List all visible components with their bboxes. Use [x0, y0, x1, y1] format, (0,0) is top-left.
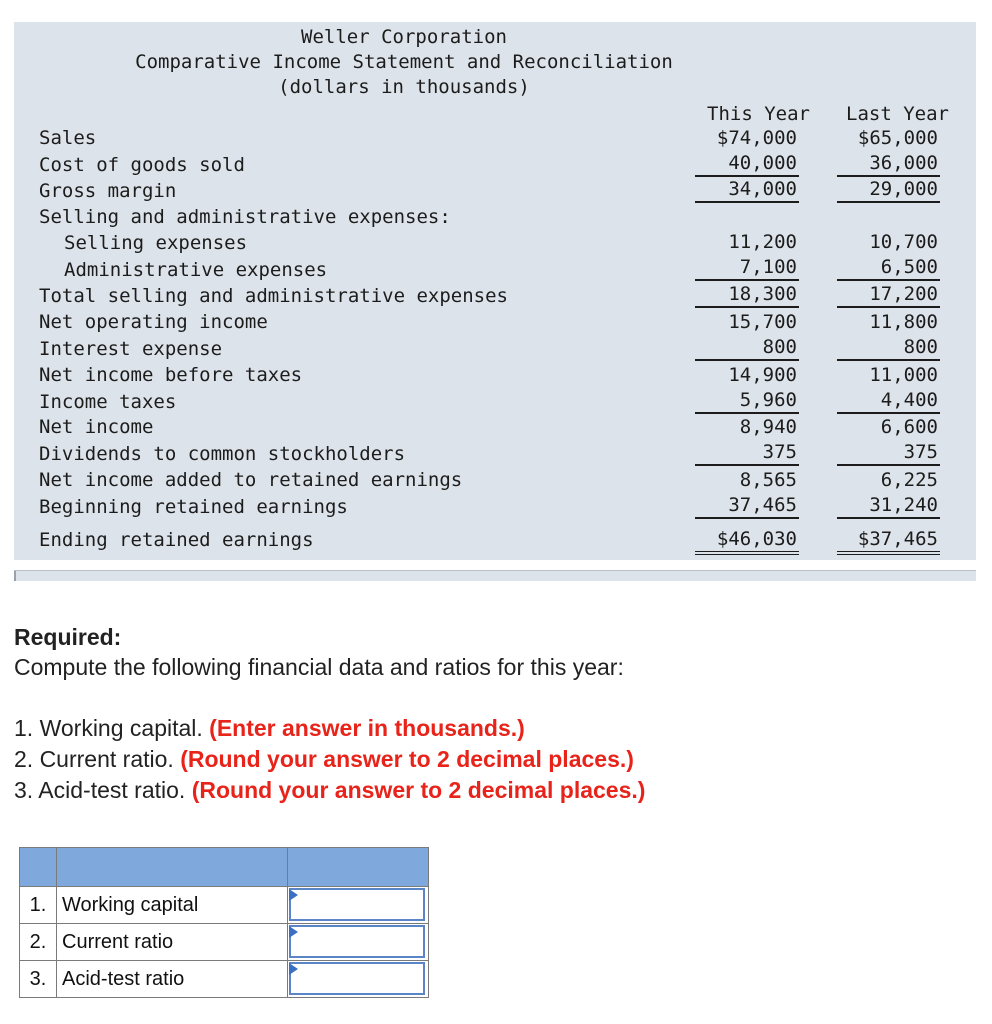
row-label-administrative-expenses: Administrative expenses [64, 259, 328, 281]
beginning-re-this-year: 37,465 [695, 493, 799, 519]
interest-expense-this-year: 800 [695, 335, 799, 361]
row-label-beginning-re: Beginning retained earnings [39, 496, 348, 518]
statement-units: (dollars in thousands) [278, 76, 530, 98]
required-item-acid-test-ratio [14, 775, 974, 806]
net-operating-income-this-year: 15,700 [728, 311, 797, 333]
row-label-cogs: Cost of goods sold [39, 154, 245, 176]
row-label-ending-re: Ending retained earnings [39, 529, 314, 551]
acid-test-ratio-input[interactable] [289, 962, 425, 995]
row-label-net-operating-income: Net operating income [39, 311, 268, 333]
current-ratio-input[interactable] [289, 925, 425, 958]
cell-marker-icon [289, 889, 298, 901]
row-label-gross-margin: Gross margin [39, 180, 177, 202]
required-item-working-capital [14, 713, 974, 744]
company-name: Weller Corporation [301, 26, 507, 48]
answer-row-number: 2. [20, 924, 57, 961]
answer-cell [288, 961, 429, 998]
required-item-note: (Round your answer to 2 decimal places.) [191, 777, 646, 803]
administrative-expenses-this-year: 7,100 [695, 255, 799, 281]
ending-re-this-year: $46,030 [695, 527, 799, 555]
answer-cell [288, 924, 429, 961]
sales-last-year: $65,000 [857, 127, 938, 149]
row-label-net-income: Net income [39, 416, 154, 438]
row-label-net-income-before-taxes: Net income before taxes [39, 364, 303, 386]
dividends-this-year: 375 [695, 440, 799, 466]
answer-row-acid-test-ratio [20, 961, 429, 998]
total-sa-expenses-last-year: 17,200 [837, 282, 940, 308]
gross-margin-this-year: 34,000 [695, 177, 799, 203]
cogs-this-year: 40,000 [695, 151, 799, 177]
row-label-sales: Sales [39, 127, 97, 149]
answer-row-number: 3. [20, 961, 57, 998]
answer-row-current-ratio [20, 924, 429, 961]
net-income-before-taxes-this-year: 14,900 [728, 364, 797, 386]
required-intro: Compute the following financial data and ratios for this year: [14, 654, 624, 680]
gross-margin-last-year: 29,000 [837, 177, 940, 203]
dividends-last-year: 375 [837, 440, 940, 466]
row-label-income-taxes: Income taxes [39, 391, 177, 413]
income-statement-panel [14, 22, 976, 560]
statement-title: Comparative Income Statement and Reconciliation [135, 51, 673, 73]
answer-row-label: Acid-test ratio [57, 961, 288, 998]
column-header-this-year: This Year [707, 103, 810, 125]
required-title: Required: [14, 624, 122, 650]
net-income-added-to-re-last-year: 6,225 [880, 469, 938, 491]
row-label-selling-expenses: Selling expenses [64, 232, 248, 254]
working-capital-input[interactable] [289, 888, 425, 921]
beginning-re-last-year: 31,240 [837, 493, 940, 519]
required-item-text: 2. Current ratio. [14, 746, 174, 772]
cogs-last-year: 36,000 [837, 151, 940, 177]
row-label-sa-expenses-heading: Selling and administrative expenses: [39, 206, 451, 228]
interest-expense-last-year: 800 [837, 335, 940, 361]
column-header-last-year: Last Year [846, 103, 949, 125]
required-items [14, 713, 974, 806]
net-income-added-to-re-this-year: 8,565 [739, 469, 797, 491]
selling-expenses-last-year: 10,700 [869, 231, 938, 253]
scrollbar-left-edge [14, 571, 16, 581]
required-section [14, 622, 974, 806]
row-label-total-sa-expenses: Total selling and administrative expenses [39, 285, 508, 307]
required-item-text: 3. Acid-test ratio. [14, 777, 186, 803]
answer-table-header [20, 848, 429, 887]
cell-marker-icon [289, 963, 298, 975]
answer-row-number: 1. [20, 887, 57, 924]
income-taxes-last-year: 4,400 [837, 388, 940, 414]
ending-re-last-year: $37,465 [837, 527, 940, 555]
header-cell-label [57, 848, 288, 887]
header-cell-answer [288, 848, 429, 887]
row-label-net-income-added-to-re: Net income added to retained earnings [39, 469, 463, 491]
answer-row-label: Current ratio [57, 924, 288, 961]
selling-expenses-this-year: 11,200 [728, 231, 797, 253]
total-sa-expenses-this-year: 18,300 [695, 282, 799, 308]
row-label-dividends: Dividends to common stockholders [39, 443, 406, 465]
administrative-expenses-last-year: 6,500 [837, 255, 940, 281]
net-income-this-year: 8,940 [739, 416, 797, 438]
cell-marker-icon [289, 926, 298, 938]
answer-cell [288, 887, 429, 924]
required-item-note: (Enter answer in thousands.) [209, 715, 525, 741]
answer-row-label: Working capital [57, 887, 288, 924]
horizontal-scrollbar[interactable] [14, 570, 976, 581]
net-operating-income-last-year: 11,800 [869, 311, 938, 333]
required-item-note: (Round your answer to 2 decimal places.) [180, 746, 634, 772]
net-income-last-year: 6,600 [880, 416, 938, 438]
required-item-current-ratio [14, 744, 974, 775]
answer-row-working-capital [20, 887, 429, 924]
required-item-text: 1. Working capital. [14, 715, 203, 741]
sales-this-year: $74,000 [716, 127, 797, 149]
income-taxes-this-year: 5,960 [695, 388, 799, 414]
header-cell-number [20, 848, 57, 887]
row-label-interest-expense: Interest expense [39, 338, 223, 360]
net-income-before-taxes-last-year: 11,000 [869, 364, 938, 386]
answer-table [19, 847, 429, 998]
